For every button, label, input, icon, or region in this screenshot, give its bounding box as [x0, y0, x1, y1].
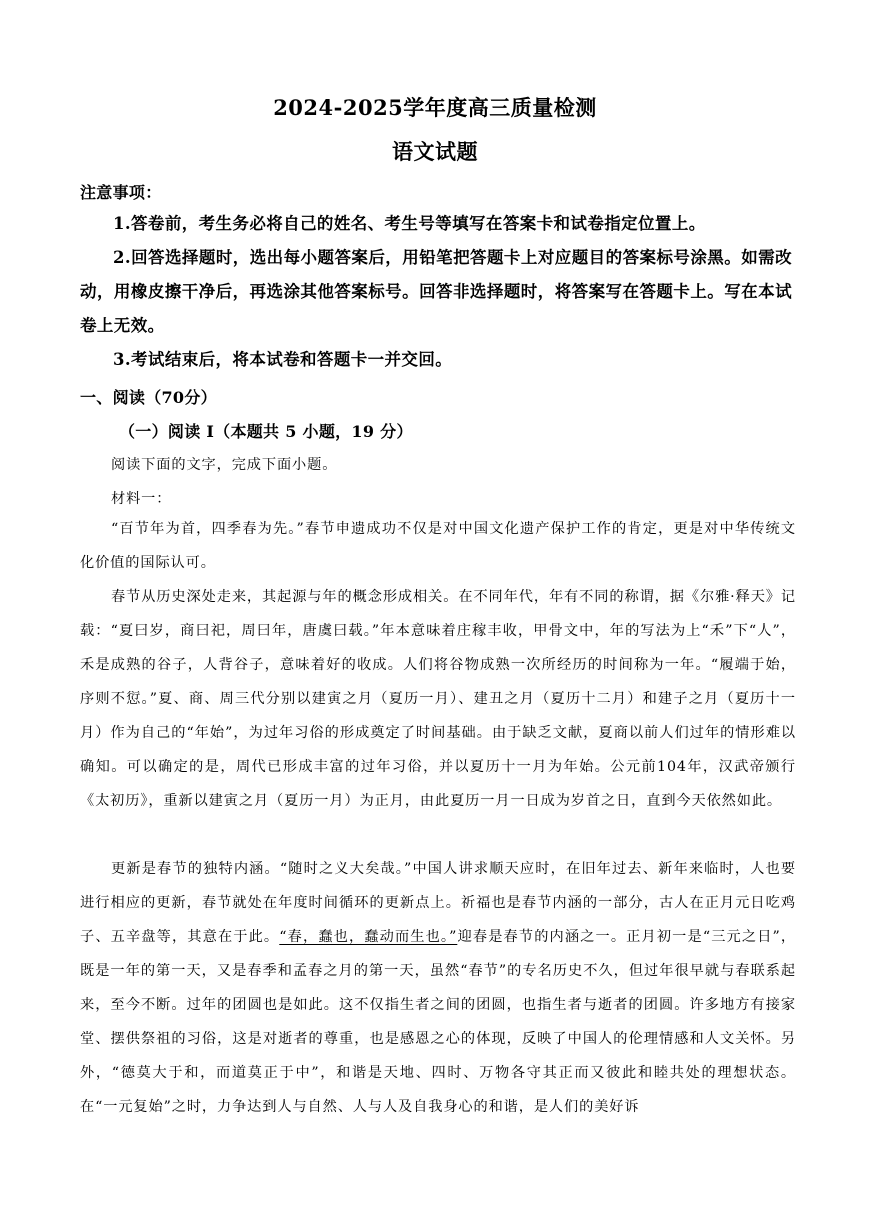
section-heading: 一、阅读（70分） — [80, 388, 217, 407]
notice-item-1: 1.答卷前，考生务必将自己的姓名、考生号等填写在答案卡和试卷指定位置上。 — [113, 214, 706, 233]
exam-title: 2024-2025学年度高三质量检测 — [273, 95, 597, 120]
passage-paragraph-3-part-1: 更新是春节的独特内涵。“随时之义大矣哉。”中国人讲求顺天应时，在旧年过去、新年来临时，人也要进行相应的更新，春节就处在年度时间循环的更新点上。祈福也是春节内涵的一部分，古人在正月元日吃鸡子、五辛盘等，其意在于此。 — [80, 861, 796, 945]
reading-instruction: 阅读下面的文字，完成下面小题。 — [111, 457, 338, 473]
passage-paragraph-3 — [80, 852, 796, 1124]
notice-item-3: 3.考试结束后，将本试卷和答题卡一并交回。 — [113, 350, 453, 369]
sub-section-heading: （一）阅读 I（本题共 5 小题，19 分） — [119, 422, 413, 441]
underlined-quote: “春，蠢也，蠢动而生也。” — [279, 929, 458, 945]
material-label: 材料一： — [111, 491, 172, 507]
passage-paragraph-2: 春节从历史深处走来，其起源与年的概念形成相关。在不同年代，年有不同的称谓，据《尔雅·释天》记载：“夏曰岁，商曰祀，周曰年，唐虞曰载。”年本意味着庄稼丰收，甲骨文中，年的写法为上“禾”下“人”，禾是成熟的谷子，人背谷子，意味着好的收成。人们将谷物成熟一次所经历的时间称为一年。“履端于始，序则不愆。”夏、商、周三代分别以建寅之月（夏历一月）、建丑之月（夏历十二月）和建子之月（夏历十一月）作为自己的“年始”，为过年习俗的形成奠定了时间基础。由于缺乏文献，夏商以前人们过年的情形难以确知。可以确定的是，周代已形成丰富的过年习俗，并以夏历十一月为年始。公元前104年，汉武帝颁行《太初历》，重新以建寅之月（夏历一月）为正月，由此夏历一月一日成为岁首之日，直到今天依然如此。 — [80, 589, 796, 809]
notice-heading: 注意事项： — [80, 183, 162, 202]
exam-subtitle: 语文试题 — [392, 139, 478, 164]
notice-item-2: 2.回答选择题时，选出每小题答案后，用铅笔把答题卡上对应题目的答案标号涂黑。如需改动，用橡皮擦干净后，再选涂其他答案标号。回答非选择题时，将答案写在答题卡上。写在本试卷上无效。 — [80, 248, 792, 335]
passage-paragraph-3-part-2: 迎春是春节的内涵之一。正月初一是“三元之日”，既是一年的第一天，又是春季和孟春之月的第一天，虽然“春节”的专名历史不久，但过年很早就与春联系起来，至今不断。过年的团圆也是如此。这不仅指生者之间的团圆，也指生者与逝者的团圆。许多地方有接家堂、摆供祭祖的习俗，这是对逝者的尊重，也是感恩之心的体现，反映了中国人的伦理情感和人文关怀。另外，“德莫大于和，而道莫正于中”，和谐是天地、四时、万物各守其正而又彼此和睦共处的理想状态。在“一元复始”之时，力争达到人与自然、人与人及自我身心的和谐，是人们的美好诉 — [80, 929, 796, 1115]
passage-paragraph-1: “百节年为首，四季春为先。”春节申遗成功不仅是对中国文化遗产保护工作的肯定，更是对中华传统文化价值的国际认可。 — [80, 521, 796, 571]
